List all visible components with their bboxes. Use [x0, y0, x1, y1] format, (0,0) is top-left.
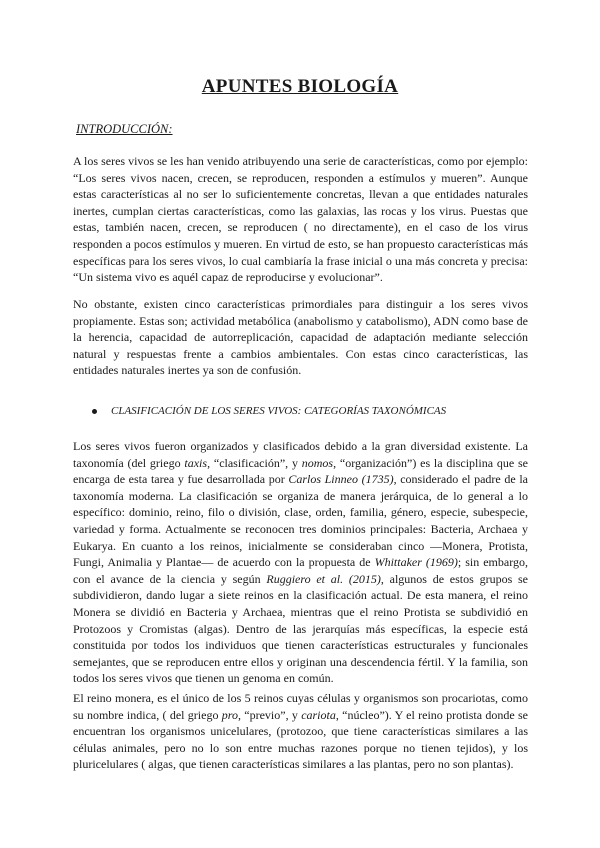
paragraph-taxonomy	[73, 438, 528, 687]
section-bullet-heading	[92, 405, 446, 417]
taxonomy-text-c: , “organización”) es la disciplina que se encarga de esta tarea y fue desarrollada por	[73, 455, 528, 487]
taxonomy-text-a: Los seres vivos fueron organizados y clasificados debido a la gran diversidad existente. La taxonomía (del griego	[73, 439, 528, 470]
intro-heading: INTRODUCCIÓN:	[76, 122, 173, 136]
taxonomy-text-d: , considerado el padre de la taxonomía moderna. La clasificación se organiza de manera jerárquica, de lo general a lo específico: dominio, reino, filo o división, clase, orden, familia, género, especie, subespecie, variedad y forma. Actualmente se reconocen tres dominios principales: Bacteria, Archaea y Eukarya. En cuanto a los reinos, inicialmente se consideraban cinco —Monera, Protista, Fungi, Animalia y Plantae— de acuerdo con la propuesta de	[73, 472, 528, 570]
citation-linneo: Carlos Linneo (1735)	[288, 472, 394, 487]
citation-ruggiero: Ruggiero et al. (2015)	[266, 571, 381, 586]
term-cariota: cariota	[301, 707, 336, 722]
bullet-icon	[92, 409, 97, 414]
paragraph-intro-1: A los seres vivos se les han venido atribuyendo una serie de características, como por ejemplo: “Los seres vivos nacen, crecen, se reproducen, responden a estímulos y mueren”. Aunque estas características al no ser lo suficientemente concretas, llevan a que entidades naturales inertes, cumplan ciertas características, como las galaxias, las rocas y los virus. Puestas que estas, también nacen, crecen, se reproducen ( no directamente), en el caso de los virus responden a pocos estímulos y mueren. En virtud de esto, se han propuesto características más específicas para los seres vivos, lo cual cambiaría la frase inicial o una más concreta y precisa: “Un sistema vivo es aquél capaz de reproducirse y evolucionar”.	[73, 154, 528, 285]
bullet-heading-text: CLASIFICACIÓN DE LOS SERES VIVOS: CATEGORÍAS TAXONÓMICAS	[111, 405, 447, 417]
term-nomos: nomos	[301, 455, 334, 470]
taxonomy-text-b: , “clasificación”, y	[207, 455, 302, 470]
paragraph-intro-2: No obstante, existen cinco características primordiales para distinguir a los seres vivos propiamente. Estas son; actividad metabólica (anabolismo y catabolismo), ADN como base de la herencia, capacidad de autorreplicación, capacidad de adaptación mediante selección natural y respuestas frente a cambios ambientales. Con estas cinco características, las entidades naturales inertes ya son de confusión.	[73, 297, 528, 378]
monera-text-c: , “núcleo”). Y el reino protista donde se encuentran los organismos unicelulares, (protozoo, que tiene características similares a las células animales, pero no lo son entre muchas razones porque no tienen tejidos), y los pluricelulares ( algas, que tienen características similares a las plantas, pero no son plantas).	[73, 707, 528, 772]
taxonomy-text-e: ; sin embargo, con el avance de la ciencia y según	[73, 555, 528, 586]
document-title: APUNTES BIOLOGÍA	[201, 76, 399, 97]
term-pro: pro	[221, 707, 238, 722]
monera-text-a: El reino monera, es el único de los 5 reinos cuyas células y organismos son procariotas, como su nombre indica, ( del griego	[73, 691, 528, 722]
citation-whittaker: Whittaker (1969)	[374, 555, 458, 570]
paragraph-monera	[73, 690, 528, 773]
term-taxis: taxis	[184, 455, 208, 470]
taxonomy-text-f: , algunos de estos grupos se subdividieron, dando lugar a siete reinos en la clasificación actual. De esta manera, el reino Monera se dividió en Bacteria y Archaea, mientras que el reino Protista se subdividió en Protozoos y Cromistas (algas). Dentro de las jerarquías más específicas, la especie está constituida por todos los individuos que tienen características estructurales y funcionales semejantes, que se reproducen entre ellos y originan una descendencia fértil. Y la familia, son todos los seres vivos que tienen un genoma en común.	[73, 571, 528, 686]
monera-text-b: , “previo”, y	[237, 707, 302, 722]
